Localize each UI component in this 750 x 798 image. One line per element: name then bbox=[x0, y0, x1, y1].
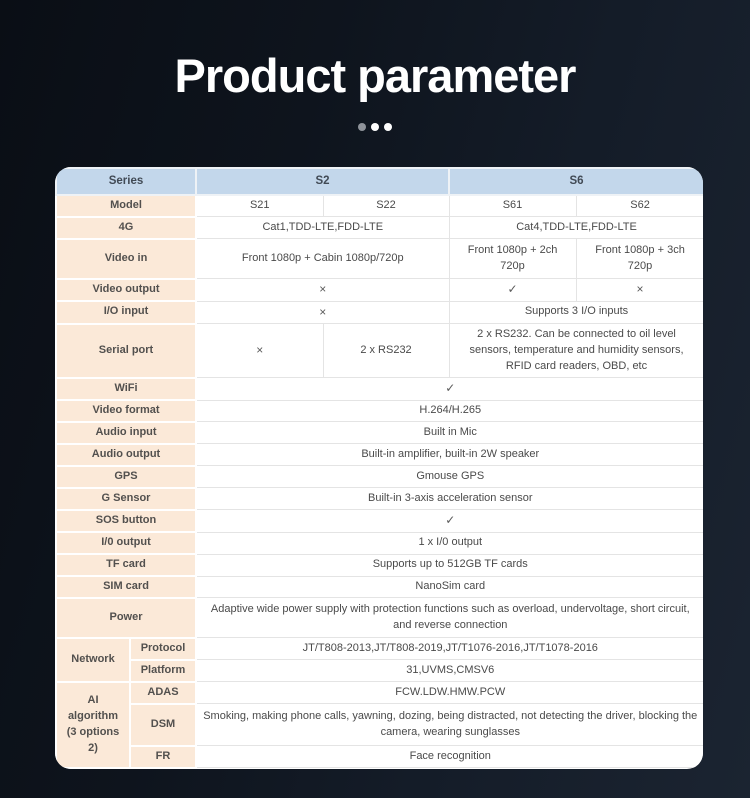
product-parameter-table bbox=[55, 167, 703, 769]
sos-button-value: ✓ bbox=[196, 510, 703, 532]
ai-algorithm-label: AI algorithm (3 options 2) bbox=[56, 682, 130, 768]
row-gps bbox=[56, 466, 703, 488]
video-in-s61: Front 1080p + 2ch 720p bbox=[449, 239, 576, 279]
model-s21: S21 bbox=[196, 195, 323, 217]
row-sos-button bbox=[56, 510, 703, 532]
row-4g bbox=[56, 217, 703, 239]
4g-s6: Cat4,TDD-LTE,FDD-LTE bbox=[449, 217, 703, 239]
io-output-value: 1 x I/0 output bbox=[196, 532, 703, 554]
series-s2: S2 bbox=[196, 168, 449, 195]
video-in-s62: Front 1080p + 3ch 720p bbox=[576, 239, 703, 279]
tf-card-value: Supports up to 512GB TF cards bbox=[196, 554, 703, 576]
video-output-label: Video output bbox=[56, 279, 196, 301]
row-audio-input bbox=[56, 422, 703, 444]
video-format-value: H.264/H.265 bbox=[196, 400, 703, 422]
row-wifi bbox=[56, 378, 703, 400]
video-output-s61: ✓ bbox=[449, 279, 576, 301]
model-label: Model bbox=[56, 195, 196, 217]
row-g-sensor bbox=[56, 488, 703, 510]
io-input-s2: × bbox=[196, 301, 449, 323]
adas-label: ADAS bbox=[130, 682, 196, 704]
row-video-format bbox=[56, 400, 703, 422]
row-power bbox=[56, 598, 703, 638]
protocol-value: JT/T808-2013,JT/T808-2019,JT/T1076-2016,JT/T1078-2016 bbox=[196, 638, 703, 660]
g-sensor-value: Built-in 3-axis acceleration sensor bbox=[196, 488, 703, 510]
dot-icon bbox=[358, 123, 366, 131]
fr-label: FR bbox=[130, 746, 196, 768]
page-title: Product parameter bbox=[174, 49, 576, 102]
video-in-s2: Front 1080p + Cabin 1080p/720p bbox=[196, 239, 449, 279]
audio-output-label: Audio output bbox=[56, 444, 196, 466]
pagination-dots bbox=[0, 123, 750, 131]
power-label: Power bbox=[56, 598, 196, 638]
spec-table bbox=[55, 167, 703, 769]
serial-port-s22: 2 x RS232 bbox=[323, 324, 449, 378]
io-input-label: I/O input bbox=[56, 301, 196, 323]
video-output-s2: × bbox=[196, 279, 449, 301]
row-ai-fr bbox=[56, 746, 703, 768]
adas-value: FCW.LDW.HMW.PCW bbox=[196, 682, 703, 704]
serial-port-s6: 2 x RS232. Can be connected to oil level sensors, temperature and humidity sensors, RFID card readers, OBD, etc bbox=[449, 324, 703, 378]
row-model bbox=[56, 195, 703, 217]
network-label: Network bbox=[56, 638, 130, 682]
model-s62: S62 bbox=[576, 195, 703, 217]
4g-label: 4G bbox=[56, 217, 196, 239]
video-in-label: Video in bbox=[56, 239, 196, 279]
fr-value: Face recognition bbox=[196, 746, 703, 768]
sos-button-label: SOS button bbox=[56, 510, 196, 532]
io-output-label: I/0 output bbox=[56, 532, 196, 554]
power-value: Adaptive wide power supply with protection functions such as overload, undervoltage, short circuit, and reverse connection bbox=[196, 598, 703, 638]
row-network-platform bbox=[56, 660, 703, 682]
row-tf-card bbox=[56, 554, 703, 576]
io-input-s6: Supports 3 I/O inputs bbox=[449, 301, 703, 323]
serial-port-s21: × bbox=[196, 324, 323, 378]
gps-value: Gmouse GPS bbox=[196, 466, 703, 488]
video-output-s62: × bbox=[576, 279, 703, 301]
sim-card-label: SIM card bbox=[56, 576, 196, 598]
model-s61: S61 bbox=[449, 195, 576, 217]
protocol-label: Protocol bbox=[130, 638, 196, 660]
audio-output-value: Built-in amplifier, built-in 2W speaker bbox=[196, 444, 703, 466]
4g-s2: Cat1,TDD-LTE,FDD-LTE bbox=[196, 217, 449, 239]
dot-icon bbox=[384, 123, 392, 131]
wifi-value: ✓ bbox=[196, 378, 703, 400]
row-network-protocol bbox=[56, 638, 703, 660]
platform-label: Platform bbox=[130, 660, 196, 682]
gps-label: GPS bbox=[56, 466, 196, 488]
series-s6: S6 bbox=[449, 168, 703, 195]
video-format-label: Video format bbox=[56, 400, 196, 422]
g-sensor-label: G Sensor bbox=[56, 488, 196, 510]
tf-card-label: TF card bbox=[56, 554, 196, 576]
row-audio-output bbox=[56, 444, 703, 466]
dot-icon bbox=[371, 123, 379, 131]
wifi-label: WiFi bbox=[56, 378, 196, 400]
row-io-input bbox=[56, 301, 703, 323]
serial-port-label: Serial port bbox=[56, 324, 196, 378]
row-video-output bbox=[56, 279, 703, 301]
model-s22: S22 bbox=[323, 195, 449, 217]
dsm-label: DSM bbox=[130, 704, 196, 746]
row-ai-adas bbox=[56, 682, 703, 704]
row-ai-dsm bbox=[56, 704, 703, 746]
series-header: Series bbox=[56, 168, 196, 195]
row-video-in bbox=[56, 239, 703, 279]
audio-input-value: Built in Mic bbox=[196, 422, 703, 444]
row-io-output bbox=[56, 532, 703, 554]
audio-input-label: Audio input bbox=[56, 422, 196, 444]
sim-card-value: NanoSim card bbox=[196, 576, 703, 598]
platform-value: 31,UVMS,CMSV6 bbox=[196, 660, 703, 682]
row-sim-card bbox=[56, 576, 703, 598]
row-series bbox=[56, 168, 703, 195]
dsm-value: Smoking, making phone calls, yawning, dozing, being distracted, not detecting the driver, blocking the camera, wearing sunglasses bbox=[196, 704, 703, 746]
row-serial-port bbox=[56, 324, 703, 378]
